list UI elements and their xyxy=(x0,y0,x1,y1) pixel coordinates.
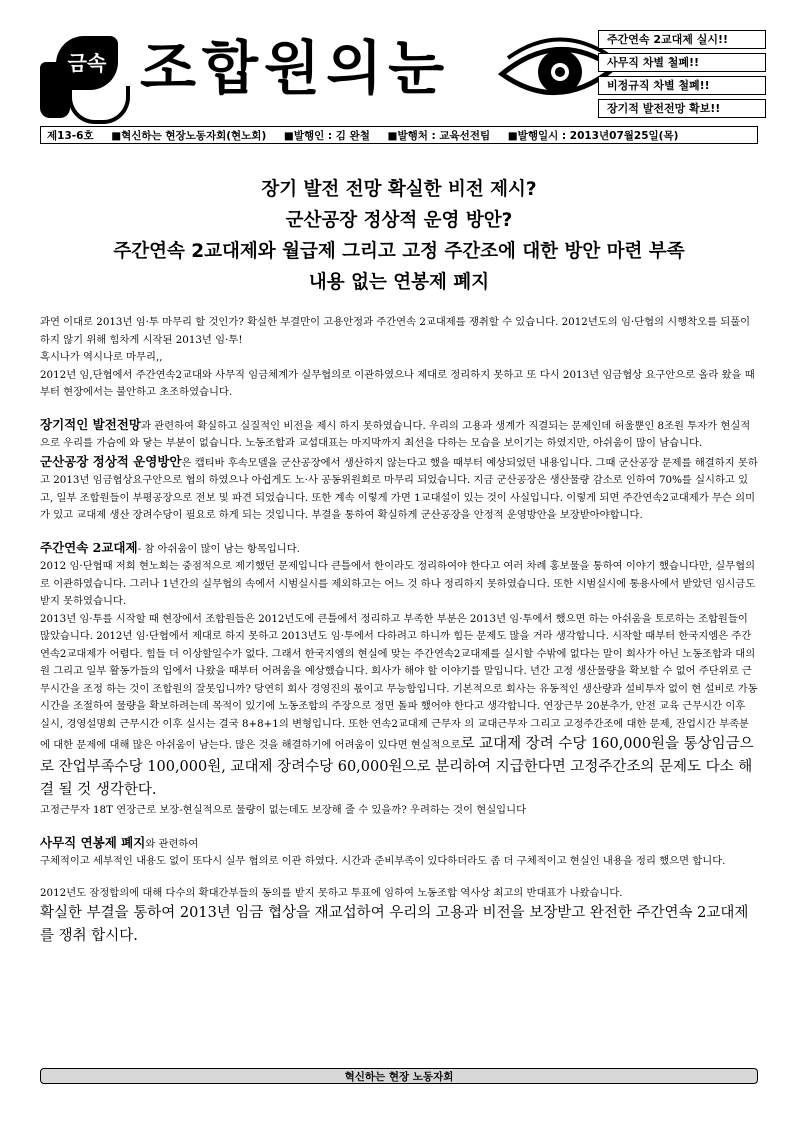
section-lead-suffix: - 참 아쉬움이 많이 남는 항목입니다. xyxy=(137,542,300,555)
section-lead: 사무직 연봉제 폐지 xyxy=(40,834,146,850)
slogan-list xyxy=(598,30,766,122)
section-text: 2012 임·단협때 저희 현노회는 중점적으로 제기했던 문제입니다 큰틀에서 한이라도 정리하여야 한다고 여러 차례 홍보물을 통하여 이야기 했습니다만, 실무협의로 이관하였습니다. 그러나 1년간의 실무협의 속에서 시범실시를 제외하고는 어느 것 하나 정리하지 못하였습니다. 또한 시범실시에 통용사에서 받았던 임시금도 받지 못하였습니다. xyxy=(40,560,756,607)
section-note: 고정근무자 18T 연장근로 보장-현실적으로 물량이 없는데도 보장해 줄 수 있을까? 우려하는 것이 현실입니다 xyxy=(40,804,527,816)
section-two-shift-heading xyxy=(40,539,758,559)
headline-line: 주간연속 2교대제와 월급제 그리고 고정 주간조에 대한 방안 마련 부족 xyxy=(113,241,685,262)
headline-line: 군산공장 정상적 운영 방안? xyxy=(285,210,513,231)
section-text xyxy=(40,611,758,803)
gear-icon xyxy=(68,86,130,124)
intro-paragraph: 혹시나가 역시나로 마무리,, xyxy=(40,351,163,363)
emphasis-text: 로 교대제 장려 수당 160,000원을 통상임금으로 잔업부족수당 100,000원, 교대제 장려수당 60,000원으로 분리하여 지급한다면 고정주간조의 문제도 다소 해결 될 것 생각한다. xyxy=(40,736,754,798)
slogan-item: 비정규직 차별 철폐!! xyxy=(598,76,766,95)
section-long-term-vision xyxy=(40,416,758,453)
slogan-item: 주간연속 2교대제 실시!! xyxy=(598,30,766,49)
issue-info-bar xyxy=(40,126,758,144)
intro-paragraph: 과연 이대로 2013년 임·투 마무리 할 것인가? 확실한 부결만이 고용안정과 주간연속 2교대제를 쟁취할 수 있습니다. 2012년도의 임·단협의 시행착오를 되풀이 하지 않기 위해 힘차게 시작된 2013년 임·투! xyxy=(40,316,751,346)
section-lead: 군산공장 정상적 운영방안 xyxy=(40,453,182,469)
section-text: 은 캡티바 후속모델을 군산공장에서 생산하지 않는다고 했을 때부터 예상되었던 내용입니다. 그때 군산공장 문제를 해결하지 못하고 2013년 임금협상요구안으로 협의 하였으나 아쉽게도 노·사 공동위원회로 마무리 되었습니다. 지금 군산공장은 생산물량 감소로 인하여 70%를 실시하고 있고, 일부 조합원들이 부평공장으로 전보 및 파견 되었습니다. 또한 계속 이렇게 가면 1교대설이 있는 것이 사실입니다. 이렇게 되면 주간연속2교대제가 무슨 의미가 있고 교대제 생산 장려수당이 필요로 하게 되는 것입니다. 부결을 통하여 확실하게 군산공장을 안정적 운영방안을 보장받아야합니다. xyxy=(40,456,758,521)
section-lead: 주간연속 2교대제 xyxy=(40,539,138,555)
logo-badge: 금속 xyxy=(56,36,118,90)
article-body xyxy=(40,314,758,948)
issuer: ■발행인 : 김 완철 xyxy=(283,130,370,142)
section-text-body: 2013년 임·투를 시작할 때 현장에서 조합원들은 2012년도에 큰틀에서 정리하고 부족한 부분은 2013년 임·투에서 했으면 하는 아쉬움을 토로하는 조합원들이 많았습니다. 2012년 임·단협에서 제대로 하지 못하고 2013년도 임·투에서 다하려고 하니까 힘든 문제도 많을 거라 생각합니다. 시작할 때부터 한국지엠은 주간연속2교대제가 어렵다. 힘들 더 이상할일수가 없다. 그래서 한국지엠의 현실에 맞는 주간연속2교대제를 실시할 수밖에 없다는 말이 회사가 아닌 노동조합과 대의원 그리고 일부 활동가들의 입에서 나왔을 때부터 어려움을 예상했습니다. 회사가 해야 할 이야기를 말입니다. 년간 고정 생산물량을 확보할 수 없어 주단위로 근무시간을 조정 하는 것이 조합원의 잘못입니까? 당연히 회사 경영진의 몫이고 무능함입니다. 기본적으로 회사는 유동적인 생산량과 설비투자 없이 현 설비로 가동시간을 조절하여 물량을 확보하려는데 목적이 있기에 노동조합의 주장으로 정면 돌파 했어야 한다고 생각합니다. 연장근무 20분추가, 안전 교육 근무시간 이후 실시, 경영설명회 근무시간 이후 실시는 결국 8+8+1의 변형입니다. 또한 연속2교대제 근무자 의 교대근무자 그리고 고정주간조에 대한 문제, 잔업시간 부족분에 대한 문제에 대해 많은 아쉬움이 남는다. 많은 것을 해결하기에 어려움이 있다면 현실적으로 xyxy=(40,612,758,751)
section-text: 구체적이고 세부적인 내용도 없이 또다시 실무 협의로 이관 하였다. 시간과 준비부족이 있다하더라도 좀 더 구체적이고 현실인 내용을 정리 했으면 합니다. xyxy=(40,855,726,867)
publisher: ■혁신하는 현장노동자회(현노회) xyxy=(111,130,267,142)
section-lead-suffix: 와 관련하여 xyxy=(145,837,199,850)
union-logo xyxy=(40,28,130,120)
slogan-item: 사무직 차별 철폐!! xyxy=(598,53,766,72)
section-text: 과 관련하여 확실하고 실질적인 비전을 제시 하지 못하였습니다. 우리의 고용과 생계가 직결되는 문제인데 허울뿐인 8조원 투자가 현실적으로 우리를 가슴에 와 닿는 부분이 없습니다. 노동조합과 교섭대표는 마지막까지 최선을 다하는 모습을 보이기는 하였지만, 아쉬움이 많이 남습니다. xyxy=(40,419,751,449)
headline-line: 내용 없는 연봉제 폐지 xyxy=(308,272,490,293)
masthead xyxy=(40,22,760,122)
headline xyxy=(40,174,758,298)
closing-text: 2012년도 잠정합의에 대해 다수의 확대간부들의 동의를 받지 못하고 투표에 임하여 노동조합 역사상 최고의 반대표가 나왔습니다. xyxy=(40,886,623,899)
issue-number: 제13-6호 xyxy=(47,130,94,142)
section-lead: 장기적인 발전전망 xyxy=(40,416,141,432)
issue-date: ■발행일시 : 2013년07월25일(목) xyxy=(507,130,679,142)
headline-line: 장기 발전 전망 확실한 비전 제시? xyxy=(261,179,537,200)
section-salary-heading xyxy=(40,834,758,854)
editor: ■발행처 : 교육선전팀 xyxy=(387,130,491,142)
closing-emphasis: 확실한 부결을 통하여 2013년 임금 협상을 재교섭하여 우리의 고용과 비전을 보장받고 완전한 주간연속 2교대제를 쟁취 합시다. xyxy=(40,905,749,944)
footer-banner: 혁신하는 현장 노동자회 xyxy=(40,1068,758,1084)
section-gunsan-plant xyxy=(40,453,758,525)
intro-paragraph: 2012년 임,단협에서 주간연속2교대와 사무직 임금체계가 실무협의로 이관하였으나 제대로 정리하지 못하고 또 다시 2013년 임금협상 요구안으로 올라 왔을 때부터 현장에서는 불안하고 초조하였습니다. xyxy=(40,368,755,398)
newsletter-title: 조합원의눈 xyxy=(140,34,451,102)
slogan-item: 장기적 발전전망 확보!! xyxy=(598,99,766,118)
